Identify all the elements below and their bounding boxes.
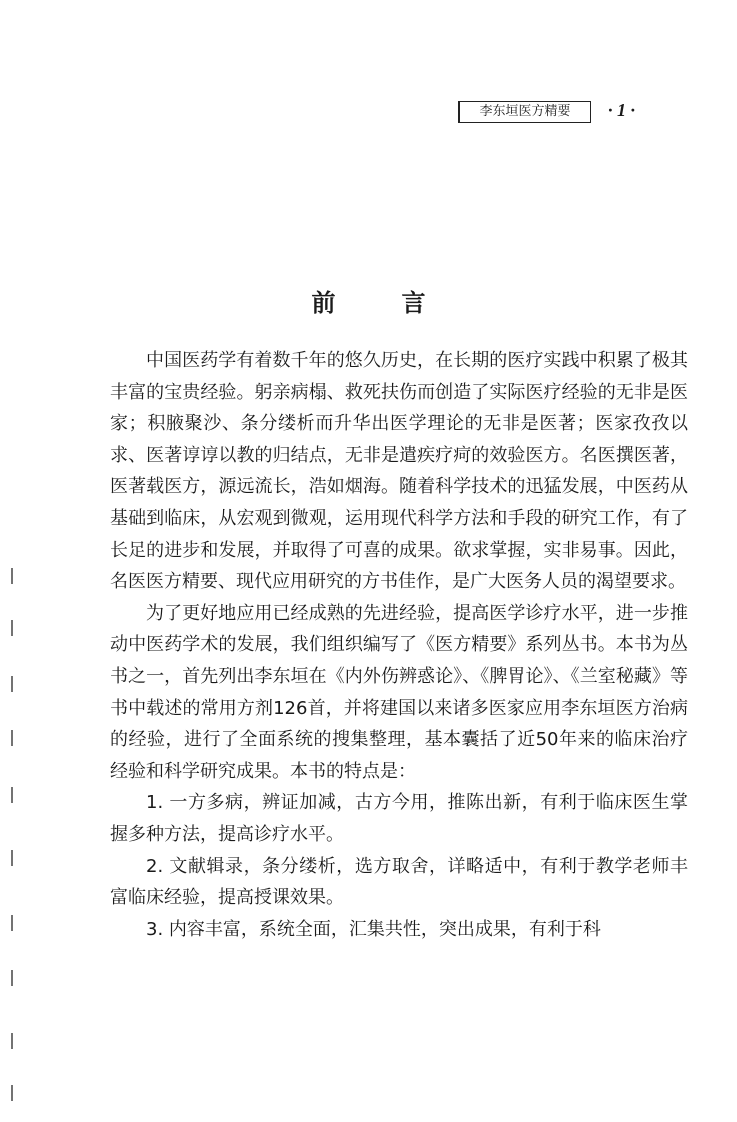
list-item-1: 1. 一方多病，辨证加减，古方今用，推陈出新，有利于临床医生掌握多种方法，提高诊疗水平。 xyxy=(110,792,688,845)
page-number: · 1 · xyxy=(608,100,635,120)
paragraph-1: 中国医药学有着数千年的悠久历史，在长期的医疗实践中积累了极其丰富的宝贵经验。躬亲病榻、救死扶伤而创造了实际医疗经验的无非是医家；积腋聚沙、条分缕析而升华出医学理论的无非是医著；医家孜孜以求、医著谆谆以教的归结点，无非是遣疾疗疴的效验医方。名医撰医著，医著载医方，源远流长，浩如烟海。随着科学技术的迅猛发展，中医药从基础到临床，从宏观到微观，运用现代科学方法和手段的研究工作，有了长足的进步和发展，并取得了可喜的成果。欲求掌握，实非易事。因此，名医医方精要、现代应用研究的方书佳作，是广大医务人员的渴望要求。 xyxy=(110,350,688,593)
running-header-book-title: 李东垣医方精要 xyxy=(458,101,591,123)
list-item-2: 2. 文献辑录，条分缕析，选方取舍，详略适中，有利于教学老师丰富临床经验，提高授课效果。 xyxy=(110,855,688,909)
paragraph-2: 为了更好地应用已经成熟的先进经验，提高医学诊疗水平，进一步推动中医药学术的发展，我们组织编写了《医方精要》系列丛书。本书为丛书之一，首先列出李东垣在《内外伤辨惑论》、《脾胃论》、《兰室秘藏》等书中载述的常用方剂126首，并将建国以来诸多医家应用李东垣医方治病的经验，进行了全面系统的搜集整理，基本囊括了近50年来的临床治疗经验和科学研究成果。本书的特点是： xyxy=(110,602,688,782)
list-item-3: 3. 内容丰富，系统全面，汇集共性，突出成果，有利于科 xyxy=(146,918,601,940)
preface-title: 前言 xyxy=(311,289,492,317)
